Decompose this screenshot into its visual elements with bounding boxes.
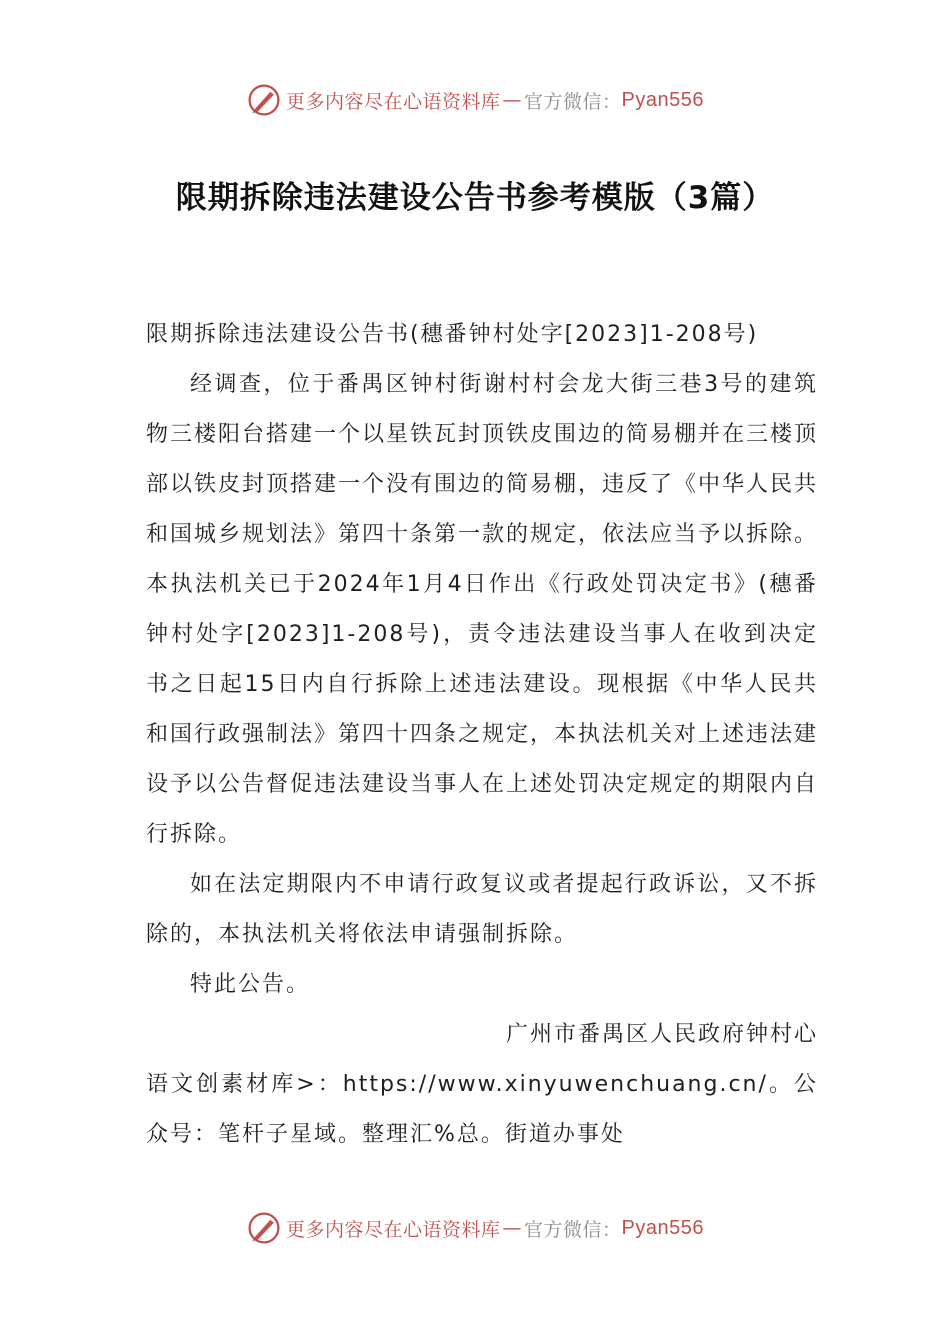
watermark-site: 更多内容尽在心语资料库 xyxy=(286,90,501,113)
watermark-dash: — xyxy=(502,1217,523,1239)
pen-logo-icon xyxy=(246,82,282,118)
header-watermark xyxy=(0,82,950,118)
trailing-text: 语文创素材库>：https://www.xinyuwenchuang.cn/。公众号：笔杆子星域。整理汇%总。街道办事处 xyxy=(146,1072,818,1147)
body-paragraph: 如在法定期限内不申请行政复议或者提起行政诉讼，又不拆除的，本执法机关将依法申请强制拆除。 xyxy=(146,872,818,947)
watermark-contact-label: 官方微信： xyxy=(524,90,622,113)
document-title: 限期拆除违法建设公告书参考模版（3篇） xyxy=(175,180,775,216)
watermark-dash: — xyxy=(502,89,523,111)
watermark-contact-id: Pyan556 xyxy=(621,88,704,111)
body-paragraph: 经调查，位于番禺区钟村街谢村村会龙大街三巷3号的建筑物三楼阳台搭建一个以星铁瓦封顶铁皮围边的简易棚并在三楼顶部以铁皮封顶搭建一个没有围边的简易棚，违反了《中华人民共和国城乡规划法》第四十条第一款的规定，依法应当予以拆除。本执法机关已于2024年1月4日作出《行政处罚决定书》(穗番钟村处字[2023]1-208号)，责令违法建设当事人在收到决定书之日起15日内自行拆除上述违法建设。现根据《中华人民共和国行政强制法》第四十四条之规定，本执法机关对上述违法建设予以公告督促违法建设当事人在上述处罚决定规定的期限内自行拆除。 xyxy=(146,372,819,847)
footer-watermark xyxy=(0,1210,950,1246)
document-subtitle: 限期拆除违法建设公告书(穗番钟村处字[2023]1-208号) xyxy=(146,322,759,347)
body-paragraph: 特此公告。 xyxy=(190,972,311,997)
document-body xyxy=(146,310,818,1160)
signature-line: 广州市番禺区人民政府钟村心 xyxy=(505,1022,818,1047)
pen-logo-icon xyxy=(246,1210,282,1246)
watermark-contact-label: 官方微信： xyxy=(524,1218,622,1241)
watermark-contact-id: Pyan556 xyxy=(621,1216,704,1239)
watermark-site: 更多内容尽在心语资料库 xyxy=(286,1218,501,1241)
